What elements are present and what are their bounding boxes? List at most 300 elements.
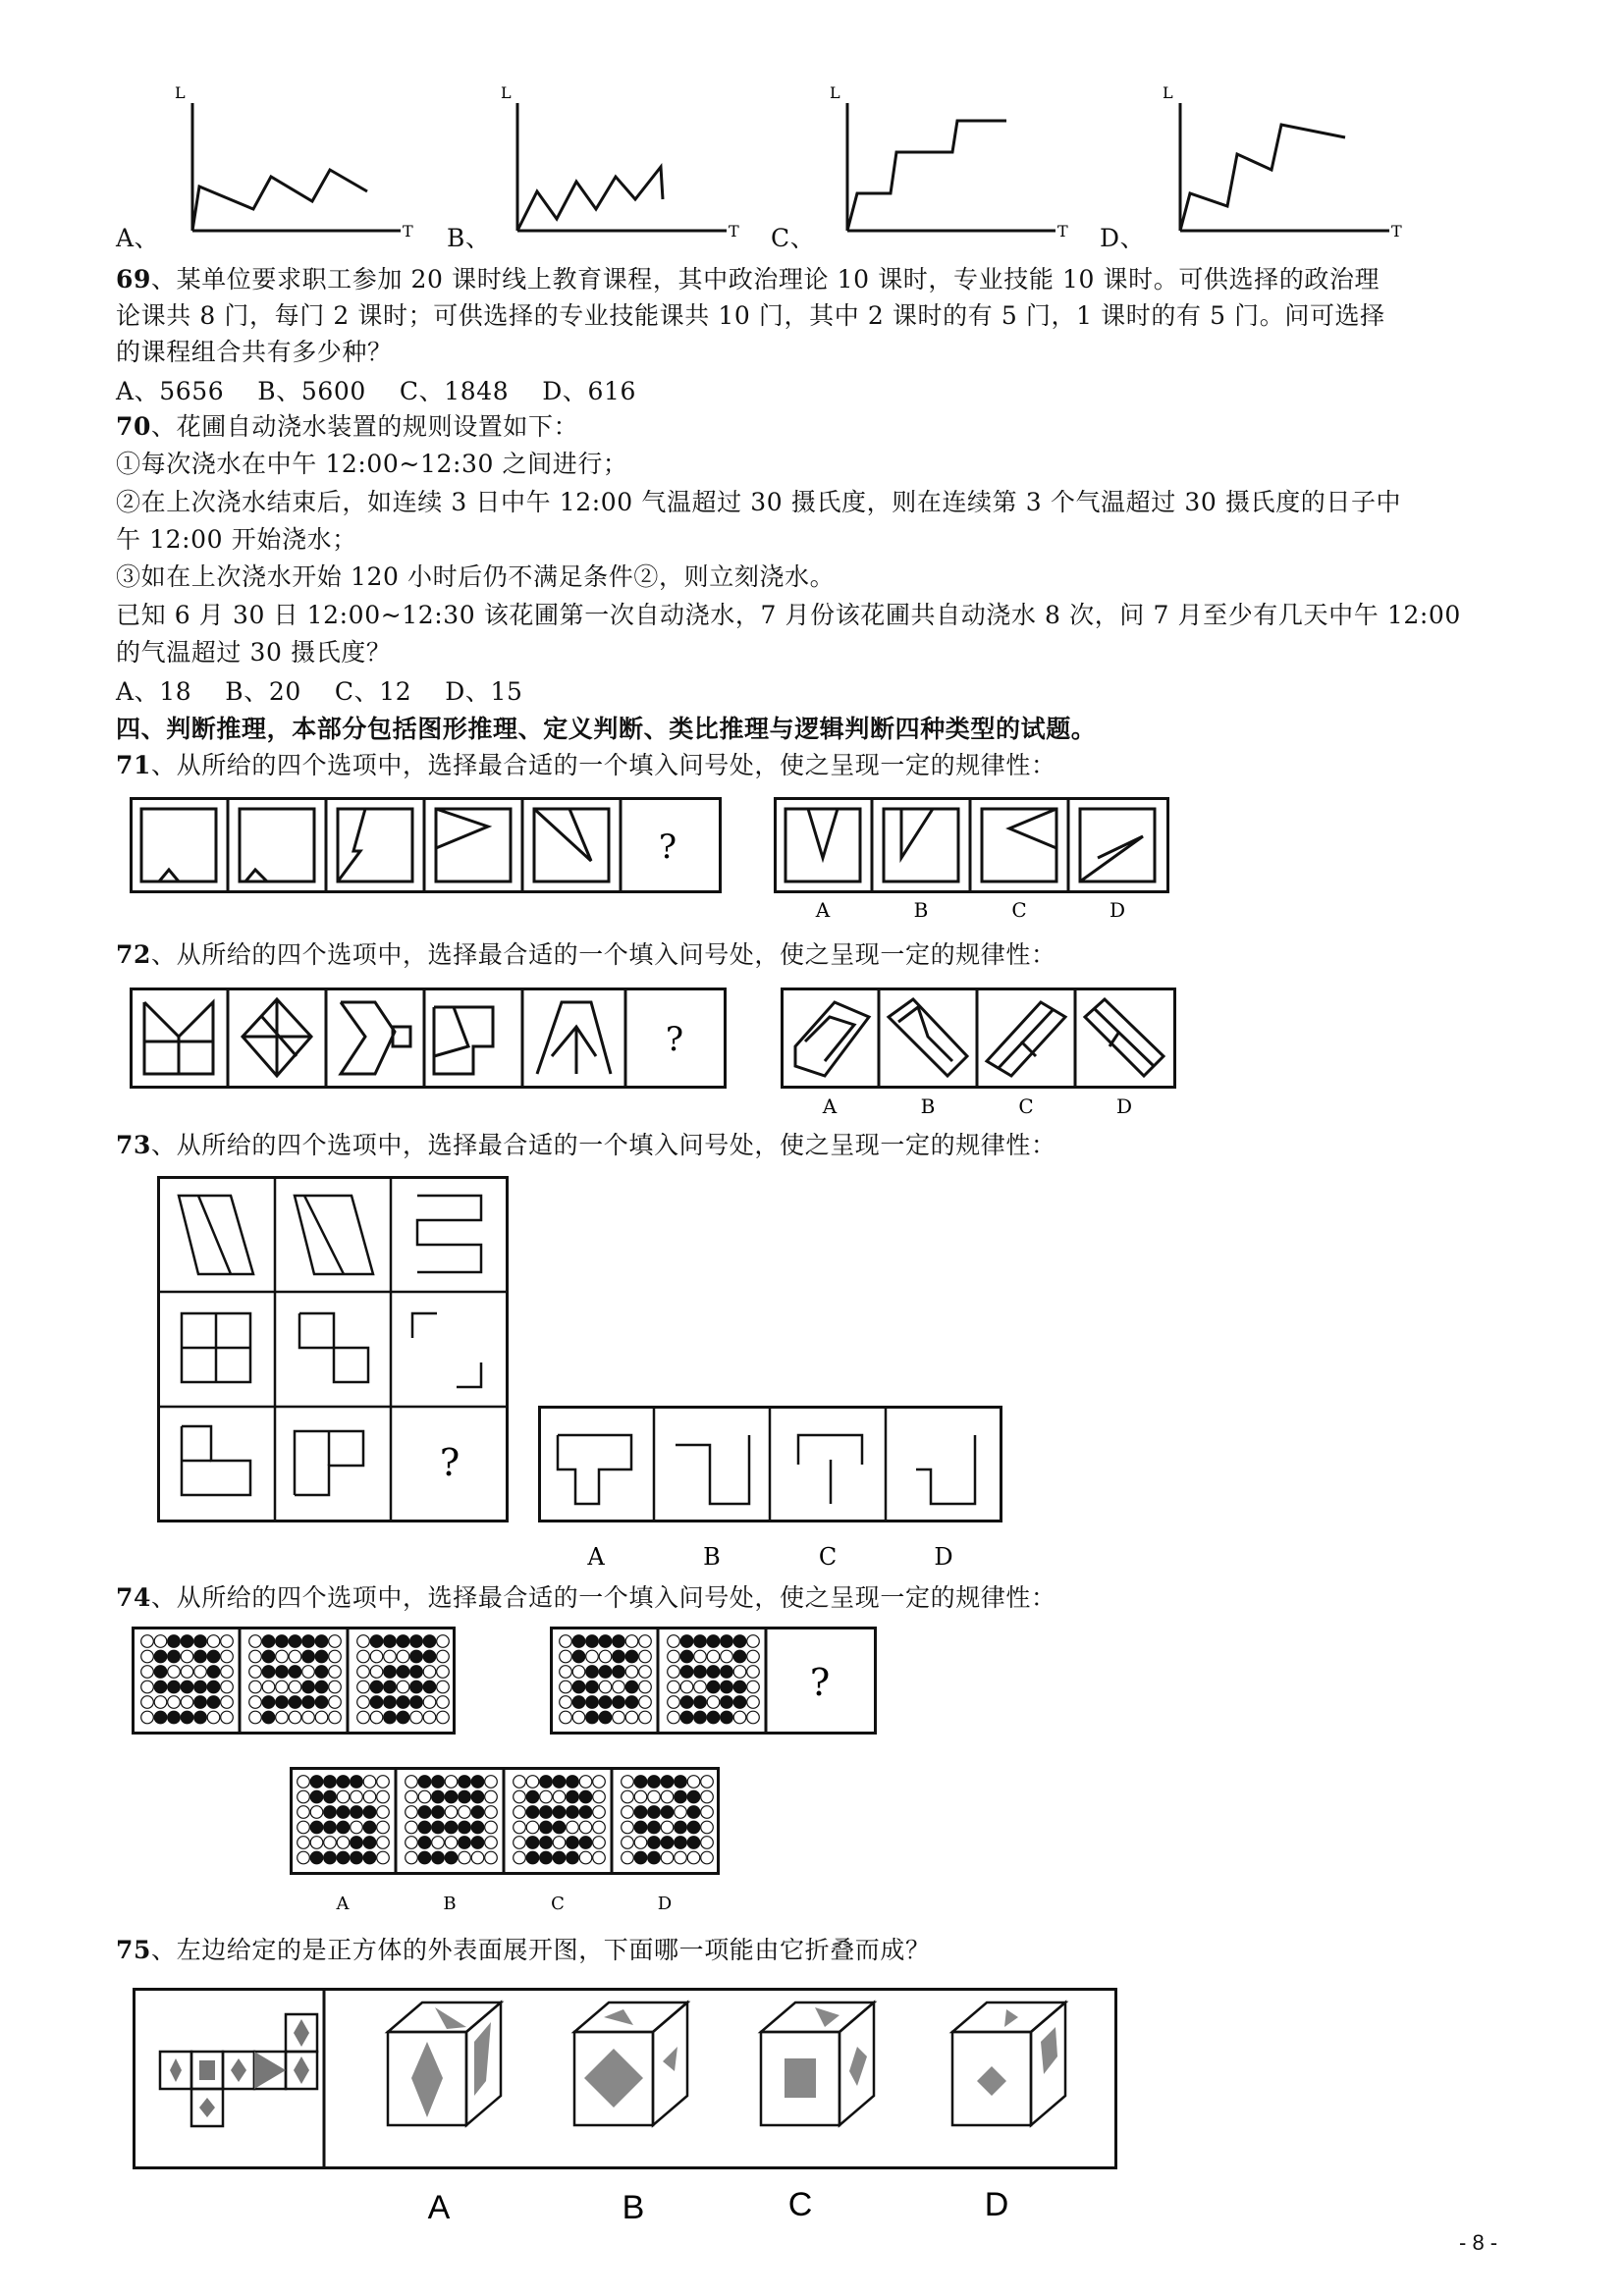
question-number: 72 [116, 940, 151, 969]
dot [397, 1696, 409, 1709]
dot [351, 1776, 363, 1789]
q70-option-d: D、15 [445, 677, 523, 706]
option-label-d: D、 [1100, 224, 1146, 252]
dot [406, 1790, 418, 1803]
dot [593, 1851, 606, 1864]
dot [363, 1821, 376, 1834]
dot [315, 1681, 328, 1693]
dot [733, 1711, 746, 1724]
dot [370, 1681, 383, 1693]
dot [648, 1806, 661, 1819]
dot [221, 1650, 234, 1663]
dot [514, 1790, 526, 1803]
choice-label-d: D [1115, 1095, 1133, 1118]
dot [221, 1711, 234, 1724]
dot [586, 1635, 599, 1648]
dot [599, 1711, 612, 1724]
question-text: 、某单位要求职工参加 20 课时线上教育课程，其中政治理论 10 课时，专业技能 10 课时。可供选择的政治理 [151, 265, 1380, 294]
dot [249, 1696, 262, 1709]
dot [675, 1790, 687, 1803]
dot [540, 1821, 553, 1834]
choice-label-d: D [657, 1894, 673, 1914]
dot [733, 1696, 746, 1709]
dot [680, 1696, 693, 1709]
dot [370, 1666, 383, 1679]
dot [675, 1821, 687, 1834]
dot [168, 1696, 181, 1709]
q69-option-c: C、1848 [399, 377, 510, 405]
dot [310, 1776, 323, 1789]
axis-y-label: L [830, 83, 840, 102]
dot [567, 1837, 579, 1849]
dot [154, 1696, 167, 1709]
dot [668, 1696, 680, 1709]
dot [249, 1650, 262, 1663]
dot [154, 1666, 167, 1679]
dot [445, 1837, 458, 1849]
dot [599, 1650, 612, 1663]
dot [733, 1666, 746, 1679]
dot [668, 1711, 680, 1724]
q70-option-b: B、20 [225, 677, 301, 706]
dot [437, 1711, 450, 1724]
dot [194, 1666, 207, 1679]
dot [437, 1635, 450, 1648]
dot [459, 1776, 471, 1789]
dot [276, 1711, 289, 1724]
dot [298, 1821, 310, 1834]
dot [302, 1711, 315, 1724]
dot [586, 1650, 599, 1663]
dot [687, 1821, 700, 1834]
dot [432, 1851, 445, 1864]
dot [168, 1711, 181, 1724]
choice-label-a: A [822, 1095, 838, 1118]
choice-label-b: B [913, 898, 929, 922]
q69-options [116, 377, 670, 406]
dot [363, 1790, 376, 1803]
dot [459, 1821, 471, 1834]
dot [337, 1821, 350, 1834]
dot [668, 1650, 680, 1663]
dot [432, 1776, 445, 1789]
dot [567, 1851, 579, 1864]
dot [445, 1851, 458, 1864]
question-mark: ? [439, 1441, 460, 1484]
dot-grid-option-c [514, 1776, 606, 1864]
dot [707, 1681, 720, 1693]
dot [634, 1851, 647, 1864]
dot [586, 1711, 599, 1724]
dot [351, 1821, 363, 1834]
dot [310, 1806, 323, 1819]
dot [526, 1821, 539, 1834]
dot [406, 1851, 418, 1864]
dot-grid-4 [560, 1635, 652, 1724]
dot [639, 1696, 652, 1709]
dot [437, 1650, 450, 1663]
dot [747, 1711, 760, 1724]
dot [276, 1696, 289, 1709]
q69-line-2: 论课共 8 门，每门 2 课时；可供选择的专业技能课共 10 门，其中 2 课时的有 5 门，1 课时的有 5 门。问可选择 [116, 301, 1385, 330]
question-number: 74 [116, 1583, 151, 1612]
dot [207, 1681, 220, 1693]
dot [276, 1650, 289, 1663]
question-number: 71 [116, 751, 151, 779]
dot [315, 1711, 328, 1724]
dot [324, 1790, 337, 1803]
question-text: 、从所给的四个选项中，选择最合适的一个填入问号处，使之呈现一定的规律性： [151, 940, 1056, 969]
dot [141, 1681, 154, 1693]
dot [687, 1790, 700, 1803]
dot [733, 1650, 746, 1663]
dot [221, 1696, 234, 1709]
dot [579, 1790, 592, 1803]
dot-grid-5 [668, 1635, 760, 1724]
question-number: 73 [116, 1131, 151, 1159]
dot [540, 1776, 553, 1789]
dot [262, 1650, 275, 1663]
dot [377, 1851, 390, 1864]
dot [540, 1837, 553, 1849]
dot [329, 1696, 342, 1709]
dot [572, 1681, 585, 1693]
dot [384, 1666, 397, 1679]
dot [471, 1851, 484, 1864]
q68-graph-c [771, 83, 1085, 250]
q70-line-7: 的气温超过 30 摄氏度？ [116, 638, 392, 667]
dot [572, 1666, 585, 1679]
choice-label-c: C [551, 1894, 565, 1914]
dot [168, 1666, 181, 1679]
dot [141, 1635, 154, 1648]
choice-label-a: A [336, 1894, 350, 1914]
dot [357, 1696, 370, 1709]
dot [289, 1696, 301, 1709]
q69-option-d: D、616 [542, 377, 637, 405]
q70-line-4: 午 12:00 开始浇水； [116, 525, 357, 554]
dot [485, 1851, 498, 1864]
dot [437, 1666, 450, 1679]
dot-grid-2 [249, 1635, 342, 1724]
dot [625, 1711, 638, 1724]
dot [181, 1666, 193, 1679]
dot [514, 1776, 526, 1789]
q70-line-2: ①每次浇水在中午 12:00~12:30 之间进行； [116, 450, 628, 478]
dot [418, 1806, 431, 1819]
dot [471, 1837, 484, 1849]
dot [298, 1806, 310, 1819]
dot [553, 1837, 566, 1849]
dot [680, 1635, 693, 1648]
dot [310, 1837, 323, 1849]
dot [262, 1681, 275, 1693]
dot [668, 1666, 680, 1679]
dot [707, 1696, 720, 1709]
q72-stem [116, 940, 1056, 970]
question-mark: ? [658, 828, 677, 867]
dot [154, 1681, 167, 1693]
dot [329, 1681, 342, 1693]
choice-label-b: B [920, 1095, 936, 1118]
dot [315, 1696, 328, 1709]
dot [221, 1681, 234, 1693]
dot [668, 1635, 680, 1648]
dot [675, 1806, 687, 1819]
dot [207, 1696, 220, 1709]
dot [459, 1790, 471, 1803]
dot [324, 1806, 337, 1819]
axis-x-label: T [1057, 222, 1068, 240]
dot [384, 1635, 397, 1648]
dot [634, 1776, 647, 1789]
dot [423, 1696, 436, 1709]
dot [526, 1806, 539, 1819]
dot [141, 1650, 154, 1663]
dot [397, 1681, 409, 1693]
dot [329, 1666, 342, 1679]
dot [324, 1837, 337, 1849]
dot [661, 1776, 674, 1789]
dot [586, 1696, 599, 1709]
q74-question-figure-left [132, 1627, 458, 1736]
q71-question-figure [130, 797, 724, 895]
dot [747, 1666, 760, 1679]
choice-label-c: C [1011, 898, 1027, 922]
dot [406, 1821, 418, 1834]
page-number: - 8 - [1459, 2230, 1498, 2255]
dot [639, 1666, 652, 1679]
axis-y-label: L [175, 83, 186, 102]
q71-stem [116, 751, 1056, 780]
dot [694, 1681, 707, 1693]
dot [249, 1681, 262, 1693]
question-text: 、左边给定的是正方体的外表面展开图，下面哪一项能由它折叠而成？ [151, 1936, 931, 1964]
dot [384, 1681, 397, 1693]
dot [194, 1711, 207, 1724]
q74-options-figure [290, 1767, 722, 1914]
dot [397, 1635, 409, 1648]
dot [733, 1635, 746, 1648]
dot [384, 1696, 397, 1709]
dot [639, 1650, 652, 1663]
question-number: 69 [116, 265, 151, 294]
question-text: 、从所给的四个选项中，选择最合适的一个填入问号处，使之呈现一定的规律性： [151, 751, 1056, 779]
dot [747, 1650, 760, 1663]
dot [485, 1806, 498, 1819]
dot [613, 1711, 625, 1724]
dot [687, 1806, 700, 1819]
dot [432, 1806, 445, 1819]
dot [648, 1821, 661, 1834]
dot [351, 1837, 363, 1849]
dot [680, 1650, 693, 1663]
axis-x-label: T [1391, 222, 1402, 240]
dot [567, 1790, 579, 1803]
dot [181, 1711, 193, 1724]
dot [445, 1790, 458, 1803]
dot [410, 1650, 423, 1663]
question-mark: ? [665, 1020, 684, 1059]
dot [721, 1635, 733, 1648]
dot [418, 1776, 431, 1789]
q70-line-5: ③如在上次浇水开始 120 小时后仍不满足条件②，则立刻浇水。 [116, 562, 836, 591]
dot [418, 1837, 431, 1849]
dot [639, 1681, 652, 1693]
dot [221, 1666, 234, 1679]
choice-label-b: B [443, 1894, 457, 1914]
dot [586, 1666, 599, 1679]
dot [747, 1635, 760, 1648]
dot [298, 1851, 310, 1864]
q70-option-c: C、12 [334, 677, 412, 706]
question-number: 75 [116, 1936, 151, 1964]
dot [572, 1635, 585, 1648]
dot [694, 1635, 707, 1648]
dot [540, 1806, 553, 1819]
dot [701, 1851, 714, 1864]
dot [357, 1635, 370, 1648]
dot [337, 1790, 350, 1803]
dot [514, 1821, 526, 1834]
dot [377, 1806, 390, 1819]
dot [701, 1806, 714, 1819]
q69-option-b: B、5600 [257, 377, 366, 405]
dot [370, 1650, 383, 1663]
dot [357, 1650, 370, 1663]
dot [181, 1650, 193, 1663]
dot [310, 1821, 323, 1834]
dot [154, 1635, 167, 1648]
dot [613, 1666, 625, 1679]
axis-x-label: T [403, 222, 413, 240]
dot [262, 1635, 275, 1648]
dot [747, 1681, 760, 1693]
dot [668, 1681, 680, 1693]
q75-figure [133, 1988, 1124, 2226]
dot [437, 1681, 450, 1693]
dot [694, 1696, 707, 1709]
dot [560, 1650, 572, 1663]
dot [648, 1776, 661, 1789]
dot [648, 1837, 661, 1849]
choice-label-d: D [984, 2186, 1009, 2223]
dot [622, 1790, 634, 1803]
dot [324, 1821, 337, 1834]
dot [423, 1681, 436, 1693]
dot [302, 1666, 315, 1679]
dot [471, 1821, 484, 1834]
dot [586, 1681, 599, 1693]
dot [418, 1851, 431, 1864]
dot [634, 1821, 647, 1834]
dot [432, 1821, 445, 1834]
dot [567, 1806, 579, 1819]
dot [418, 1790, 431, 1803]
dot [168, 1635, 181, 1648]
dot [289, 1650, 301, 1663]
dot [661, 1806, 674, 1819]
dot [221, 1635, 234, 1648]
dot [661, 1821, 674, 1834]
dot [410, 1681, 423, 1693]
question-mark: ? [809, 1661, 831, 1704]
dot [701, 1776, 714, 1789]
dot [625, 1696, 638, 1709]
dot [721, 1650, 733, 1663]
dot [639, 1635, 652, 1648]
dot [337, 1837, 350, 1849]
dot [181, 1635, 193, 1648]
dot [675, 1776, 687, 1789]
dot [701, 1837, 714, 1849]
dot [445, 1821, 458, 1834]
choice-label-a: A [815, 898, 831, 922]
q70-line-3: ②在上次浇水结束后，如连续 3 日中午 12:00 气温超过 30 摄氏度，则在连续第 3 个气温超过 30 摄氏度的日子中 [116, 488, 1402, 516]
dot [207, 1711, 220, 1724]
dot [249, 1666, 262, 1679]
choice-label-b: B [622, 2189, 645, 2226]
dot [593, 1776, 606, 1789]
q70-line-6: 已知 6 月 30 日 12:00~12:30 该花圃第一次自动浇水，7 月份该花圃共自动浇水 8 次，问 7 月至少有几天中午 12:00 [116, 601, 1461, 629]
dot [302, 1681, 315, 1693]
section-4-heading: 四、判断推理，本部分包括图形推理、定义判断、类比推理与逻辑判断四种类型的试题。 [116, 715, 1097, 743]
dot [302, 1650, 315, 1663]
dot [363, 1837, 376, 1849]
dot [553, 1806, 566, 1819]
dot [675, 1837, 687, 1849]
dot [634, 1806, 647, 1819]
question-text: 、从所给的四个选项中，选择最合适的一个填入问号处，使之呈现一定的规律性： [151, 1131, 1056, 1159]
dot [572, 1711, 585, 1724]
dot [622, 1776, 634, 1789]
choice-label-c: C [818, 1543, 838, 1571]
dot [168, 1650, 181, 1663]
dot [315, 1666, 328, 1679]
dot [410, 1696, 423, 1709]
dot [315, 1650, 328, 1663]
dot [485, 1790, 498, 1803]
dot [384, 1711, 397, 1724]
dot [560, 1666, 572, 1679]
choice-label-c: C [787, 2186, 813, 2223]
dot [661, 1851, 674, 1864]
dot [377, 1776, 390, 1789]
dot [540, 1851, 553, 1864]
dot [437, 1696, 450, 1709]
dot [721, 1696, 733, 1709]
q70-options [116, 677, 556, 707]
q69-line-3: 的课程组合共有多少种？ [116, 338, 393, 366]
dot [661, 1837, 674, 1849]
question-text: 、从所给的四个选项中，选择最合适的一个填入问号处，使之呈现一定的规律性： [151, 1583, 1056, 1612]
dot [324, 1851, 337, 1864]
dot [310, 1851, 323, 1864]
q68-graph-d [1100, 83, 1414, 250]
dot [459, 1806, 471, 1819]
dot [599, 1666, 612, 1679]
dot [141, 1696, 154, 1709]
dot [721, 1666, 733, 1679]
dot [701, 1790, 714, 1803]
dot-grid-option-b [406, 1776, 498, 1864]
dot [357, 1711, 370, 1724]
dot [599, 1696, 612, 1709]
dot [397, 1650, 409, 1663]
q73-options-figure [538, 1406, 1004, 1571]
dot [625, 1635, 638, 1648]
dot [315, 1635, 328, 1648]
